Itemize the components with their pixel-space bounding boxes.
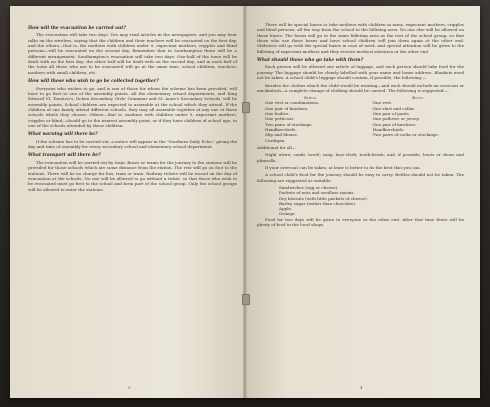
paragraph-evacuation-method: The evacuation will take two days. You may read articles in the newspapers, and you may hear talks on the wireless, saying that the children and their teachers will be evacuated on the first day, and the others—that is, the mothers with children under 5, expectant mothers, cripples and blind persons—will be evacuated on the second day. Remember that in Southampton there will be a different arrangement. Southampton's evacuation will take two days. One-half of the town will be dealt with on the first day; the other half will be dealt with on the second day; and in each half of the town all those who are to be evacuated will go at the same time, school children, teachers, mothers with small children, etc. bbox=[28, 32, 237, 75]
heading-warning: What warning will there be? bbox=[28, 132, 98, 138]
list-item: Dry biscuits (with little packets of cheese). bbox=[279, 195, 368, 201]
staple-top bbox=[242, 102, 250, 113]
list-item: Apple. bbox=[279, 206, 293, 212]
list-item: Orange. bbox=[279, 211, 296, 217]
list-item: Barley sugar (rather than chocolate). bbox=[279, 200, 357, 206]
paragraph-closing: Food for two days will be given to everyone at the other end. After that time there will be plenty of food in the local shops. bbox=[257, 216, 464, 228]
paragraph-overcoat: If your overcoat can be taken, at least is better to do the best that you can. bbox=[265, 164, 421, 170]
left-page bbox=[10, 6, 245, 398]
right-page bbox=[245, 6, 480, 398]
booklet-spine bbox=[243, 6, 247, 398]
heading-transport: What transport will there be? bbox=[28, 153, 101, 159]
list-item: Sandwiches (egg or cheese). bbox=[279, 184, 339, 190]
paragraph-special-buses: There will be special buses to take mothers with children in arms, expectant mothers, cripples and blind persons, all the way from the school to the billeting area. No one else will be allowed on these buses. The buses will go to the same billeting area as the rest of the school group, so that those who use these buses and have school children will join them again at the other end. Midwives will go with the special buses in case of need, and special attention will be given to the billeting of expectant mothers and they receive medical attention at the other end. bbox=[257, 22, 464, 54]
additional-heading: Additional for all— bbox=[257, 144, 297, 150]
list-item: Handkerchiefs. bbox=[372, 126, 405, 132]
paragraph-additional: Night attire; comb; towel; soap; face-cloth; tooth-brush; and, if possible, boots or shoes and plimsolls. bbox=[257, 152, 464, 163]
food-list bbox=[257, 185, 464, 217]
list-item: One shirt and collar. bbox=[372, 105, 415, 111]
list-item: One pair of pants. bbox=[372, 111, 411, 117]
list-item: One vest or combinations. bbox=[265, 100, 320, 106]
girls-column bbox=[257, 95, 356, 143]
list-item: One pair of knickers. bbox=[265, 105, 309, 111]
paragraph-transport: The evacuation will be carried out by train. Buses or trams for the journey to the stations will be provided for those schools which are some distance from the station. The rest will go on foot to the stations. There will be no charge for bus, tram or train. Railway tickets will be issued on the day of evacuation at the schools. No one will be allowed to go without a ticket, so that those who wish to be evacuated must go first to the school and form part of the school group. Only the school groups will be allowed to enter the stations. bbox=[28, 159, 237, 192]
paragraph-food: A school child's food for the journey should be easy to carry. Bottles should not be taken. The following are suggested as suitable: bbox=[257, 172, 464, 183]
open-booklet bbox=[10, 6, 480, 398]
list-item: Packets of nuts and seedless raisins. bbox=[279, 190, 355, 196]
page-number-right: 4 bbox=[360, 385, 363, 390]
list-item: Handkerchiefs. bbox=[265, 126, 297, 132]
girls-header: Girls. bbox=[303, 95, 318, 101]
list-item: Slip and blouse. bbox=[265, 132, 299, 138]
clothing-list bbox=[257, 95, 464, 143]
list-item: Cardigan. bbox=[265, 137, 286, 143]
list-item: One vest. bbox=[372, 100, 393, 106]
boys-header: Boys. bbox=[412, 95, 425, 101]
paragraph-clothing: Besides the clothes which the child would be wearing—and each should include an overcoat or mackintosh—a complete change of clothing should be carried. The following is suggested:— bbox=[257, 82, 464, 93]
paragraph-warning: If the scheme has to be carried out, a notice will appear in the "Southern Daily Echo," giving the day and time of assembly for every secondary school and elementary school department. bbox=[28, 138, 238, 150]
boys-column bbox=[365, 95, 464, 143]
heading-collection: How will those who wish to go be collected together? bbox=[28, 79, 159, 85]
list-item: One pair of knickers. bbox=[372, 121, 417, 127]
paragraph-luggage: Each person will be allowed one article of luggage, and each person should take food for the journey. The luggage should be clearly labelled with your name and home address. Blankets need not be taken. A school child's luggage should contain, if possible, the following:— bbox=[257, 64, 464, 81]
list-item: Two pairs of stockings. bbox=[265, 121, 313, 127]
heading-evacuation-method: How will the evacuation be carried out? bbox=[28, 26, 126, 31]
paragraph-collection: Everyone who wishes to go, and is one of those for whom the scheme has been provided, will have to go first to one of the assembly points. All the elementary school departments, and King Edward VI, Taunton's, Itchen Secondary, Girls' Grammar and St. Anne's Secondary Schools, will be assembly points. School children are expected to assemble at the school which they attend. If the children of one family attend different schools, they may all assemble together at any one of those schools which they choose. Others—that is, mothers with children under 5, expectant mothers, cripples or blind—should go to the nearest assembly point, or if they have children of school age, to one of the schools attended by those children. bbox=[28, 85, 237, 128]
list-item: One petticoat. bbox=[265, 116, 295, 122]
heading-what-to-take: What should those who go take with them? bbox=[257, 58, 364, 64]
staple-bottom bbox=[242, 294, 250, 305]
list-item: Two pairs of socks or stockings. bbox=[372, 132, 439, 138]
list-item: One bodice. bbox=[265, 111, 290, 117]
list-item: One pullover or jersey. bbox=[372, 116, 420, 122]
page-number-left: 5 bbox=[128, 385, 131, 390]
